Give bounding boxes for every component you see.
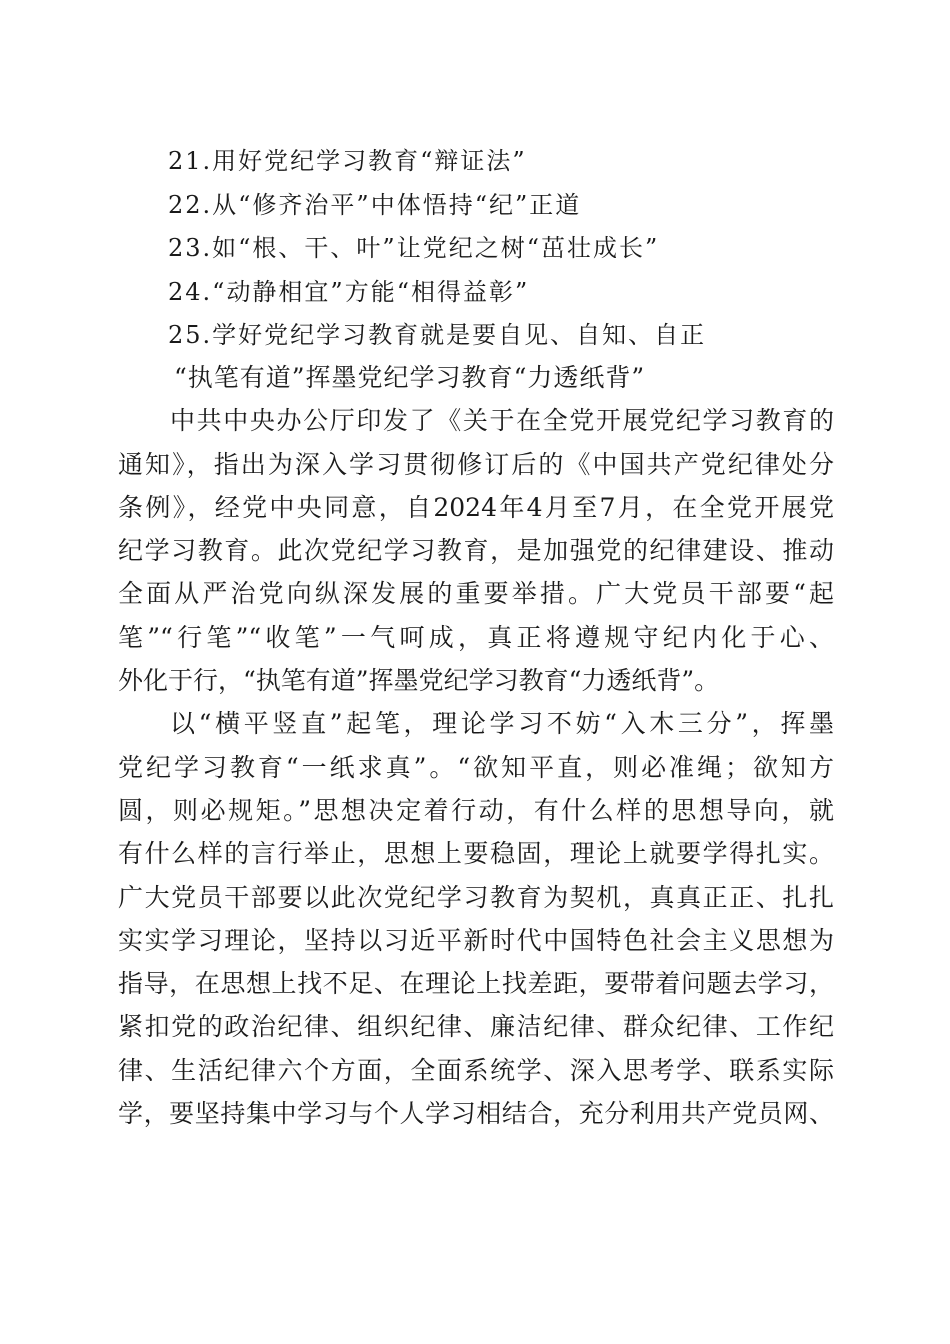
paragraph-line: 通知》，指出为深入学习贯彻修订后的《中国共产党纪律处分	[118, 449, 834, 479]
paragraph-1	[118, 399, 834, 702]
paragraph-line: 纪学习教育。此次党纪学习教育，是加强党的纪律建设、推动	[118, 536, 834, 566]
list-item: 22.从“修齐治平”中体悟持“纪”正道	[168, 190, 582, 219]
paragraph-line: 广大党员干部要以此次党纪学习教育为契机，真真正正、扎扎	[118, 882, 834, 912]
paragraph-line: 全面从严治党向纵深发展的重要举措。广大党员干部要“起	[118, 579, 834, 609]
paragraph-line: 以“横平竖直”起笔，理论学习不妨“入木三分”，挥墨	[170, 709, 834, 739]
paragraph-line: 律、生活纪律六个方面，全面系统学、深入思考学、联系实际	[118, 1055, 834, 1085]
paragraph-line: 笔”“行笔”“收笔”一气呵成，真正将遵规守纪内化于心、	[118, 622, 834, 652]
paragraph-2	[118, 702, 834, 1135]
paragraph-line: 条例》，经党中央同意，自2024年4月至7月，在全党开展党	[118, 492, 834, 522]
paragraph-line: 学，要坚持集中学习与个人学习相结合，充分利用共产党员网、	[118, 1099, 834, 1129]
article-title: “执笔有道”挥墨党纪学习教育“力透纸背”	[174, 363, 646, 392]
paragraph-line: 有什么样的言行举止，思想上要稳固，理论上就要学得扎实。	[118, 839, 834, 869]
paragraph-line: 外化于行，“执笔有道”挥墨党纪学习教育“力透纸背”。	[118, 666, 720, 696]
title-list	[168, 140, 868, 358]
paragraph-line: 紧扣党的政治纪律、组织纪律、廉洁纪律、群众纪律、工作纪	[118, 1012, 834, 1042]
paragraph-line: 实实学习理论，坚持以习近平新时代中国特色社会主义思想为	[118, 925, 834, 955]
list-item: 24.“动静相宜”方能“相得益彰”	[168, 277, 530, 306]
list-item: 21.用好党纪学习教育“辩证法”	[168, 147, 527, 175]
paragraph-line: 党纪学习教育“一纸求真”。“欲知平直，则必准绳；欲知方	[118, 752, 834, 782]
list-item: 23.如“根、干、叶”让党纪之树“茁壮成长”	[168, 234, 660, 262]
article-body	[118, 356, 834, 1135]
list-item: 25.学好党纪学习教育就是要自见、自知、自正	[168, 321, 707, 349]
paragraph-line: 中共中央办公厅印发了《关于在全党开展党纪学习教育的	[170, 406, 834, 436]
paragraph-line: 圆，则必规矩。”思想决定着行动，有什么样的思想导向，就	[118, 795, 834, 825]
paragraph-line: 指导，在思想上找不足、在理论上找差距，要带着问题去学习，	[118, 969, 834, 999]
